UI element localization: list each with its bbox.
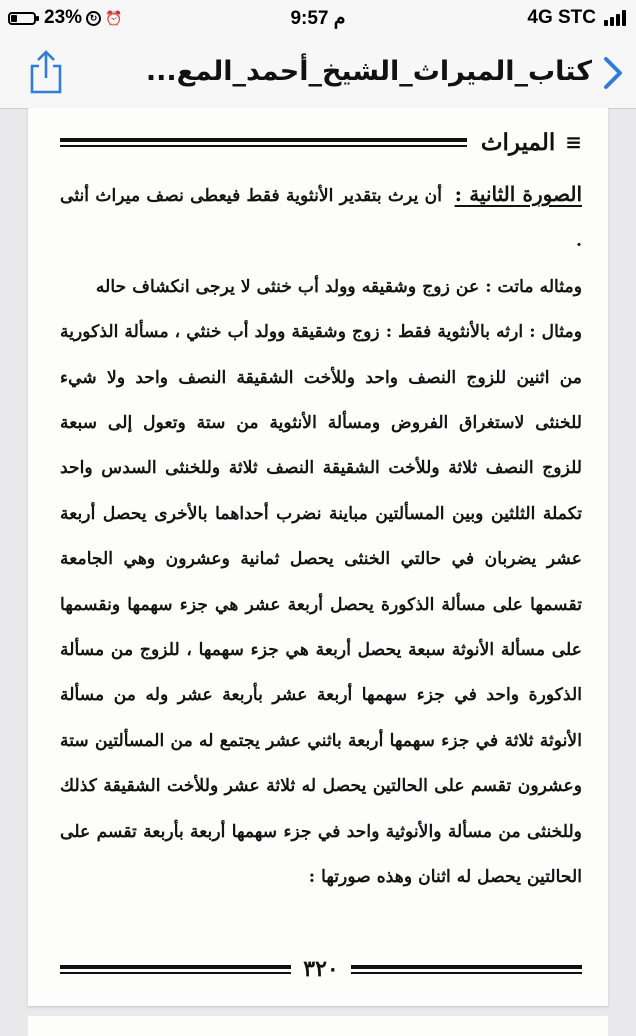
share-button[interactable] xyxy=(26,48,66,96)
status-right xyxy=(527,7,626,29)
signal-icon xyxy=(604,10,626,26)
page-footer xyxy=(60,954,582,984)
chevron-right-icon xyxy=(602,56,624,90)
page-heading: الميراث xyxy=(480,128,556,156)
back-button[interactable] xyxy=(602,56,624,90)
carrier-label: 4G STC xyxy=(527,7,596,28)
page-number: ٣٢٠ xyxy=(303,956,339,982)
footer-rule-left xyxy=(60,965,291,974)
status-time: 9:57 م xyxy=(290,8,346,29)
battery-percent: 23% xyxy=(44,7,83,28)
alarm-icon: ⏰ xyxy=(105,9,123,26)
share-icon xyxy=(26,48,66,96)
section-lead: الصورة الثانية : xyxy=(454,182,583,206)
header-rule xyxy=(60,138,467,147)
paragraph: ومثال : ارثه بالأنثوية فقط : زوج وشقيقة وولد أب خنثي ، مسألة الذكورية من اثنين للزوج النصف واحد وللأخت الشقيقة النصف واحد ولا شيء للخنثى لاستغراق الفروض ومسألة الأنثوية من ستة وتعول إلى سبعة للزوج النصف ثلاثة وللأخت الشقيقة النصف ثلاثة وللخنثى السدس واحد تكملة الثلثين وبين المسألتين مباينة نضرب أحداهما بالأخرى يحصل أربعة عشر يضربان في حالتي الخنثى يحصل ثمانية وعشرون وهي الجامعة تقسمها على مسألة الذكورة يحصل أربعة عشر هي جزء سهمها ونقسمها على مسألة الأنوثة سبعة يحصل أربعة هي جزء سهمها ، للزوج من مسألة الذكورة واحد في جزء سهمها أربعة عشر بأربعة عشر وله من مسألة الأنوثة ثلاثة في جزء سهمها أربعة باثني عشر يجتمع له من المسألتين ستة وعشرون تقسم على الحالتين يحصل له ثلاثة عشر وللأخت الشقيقة كذلك وللخنثى من مسألة والأنوثية واحد في جزء سهمها أربعة بأربعة تقسم على الحالتين يحصل له اثنان وهذه صورتها : xyxy=(60,322,582,888)
status-bar xyxy=(0,0,636,36)
navigation-bar xyxy=(0,36,636,109)
next-page-edge xyxy=(28,1016,608,1036)
paragraph xyxy=(60,172,582,265)
document-page xyxy=(28,108,608,1006)
paragraph: ومثاله ماتت : عن زوج وشقيقه وولد أب خنثى لا يرجى انكشاف حاله xyxy=(95,276,582,297)
paragraph-text: أن يرث بتقدير الأنثوية فقط فيعطى نصف ميراث أنثى . xyxy=(60,186,582,252)
orientation-lock-icon: ↻ xyxy=(86,11,101,26)
footer-rule-right xyxy=(351,965,582,974)
page-body xyxy=(60,172,582,901)
header-mark: ≡ xyxy=(565,130,582,154)
document-title: كتاب_الميراث_الشيخ_أحمد_المع... xyxy=(145,56,592,87)
page-header xyxy=(60,122,582,162)
